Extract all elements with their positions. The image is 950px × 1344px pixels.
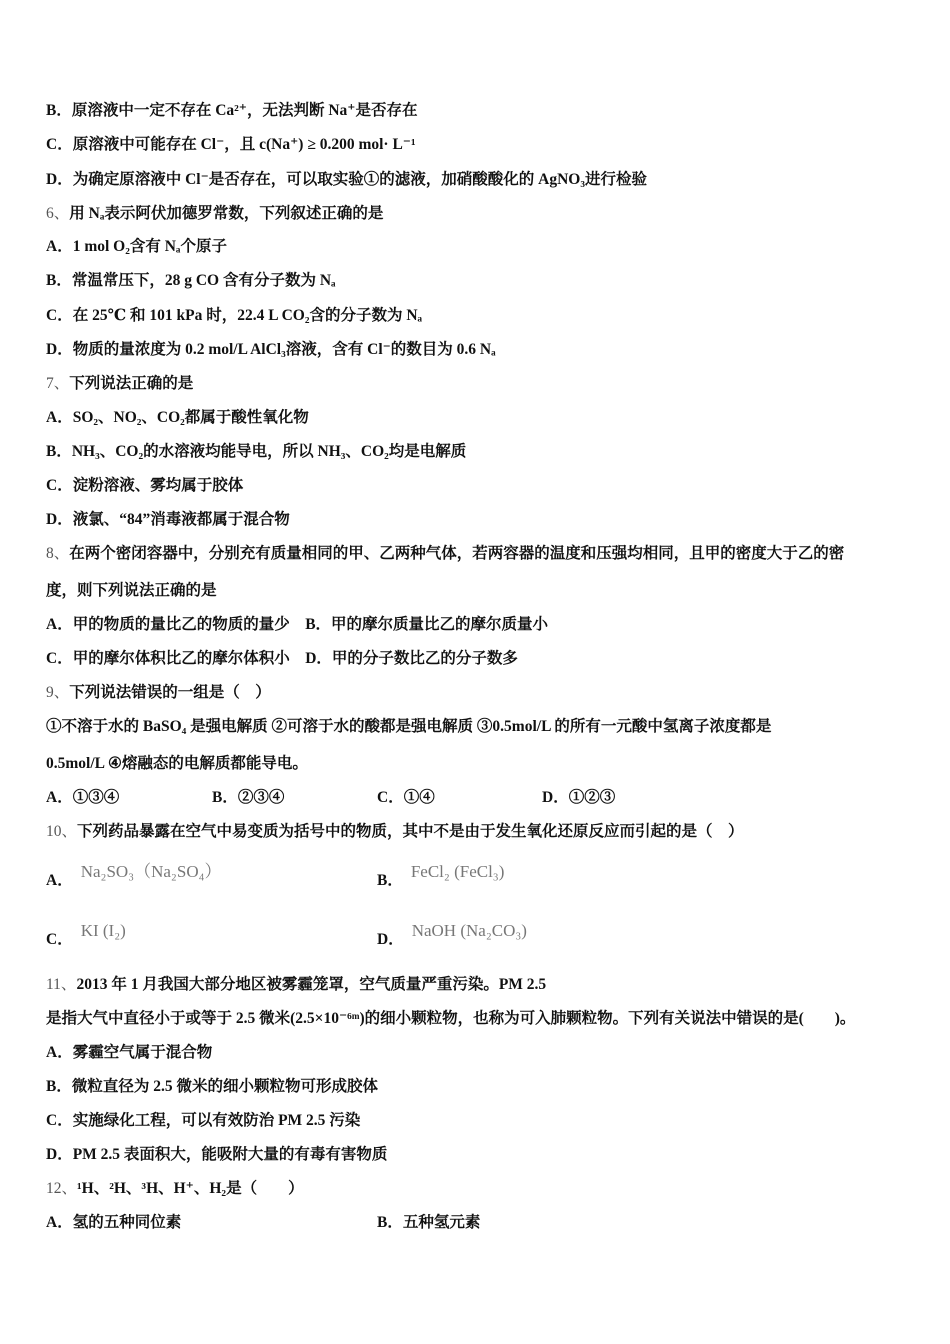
q10-option-c-label: C． [46,931,73,948]
q11-option-b: B．微粒直径为 2.5 微米的细小颗粒物可形成胶体 [46,1078,378,1095]
q11-option-c: C．实施绿化工程，可以有效防治 PM 2.5 污染 [46,1112,361,1129]
q9-option-a: A．①③④ [46,789,120,806]
q10-stem-text: 下列药品暴露在空气中易变质为括号中的物质，其中不是由于发生氧化还原反应而引起的是（ ） [77,823,744,840]
q6-stem [46,204,383,224]
q8-stem [46,544,844,564]
q10-option-d [377,921,527,950]
q7-option-c: C．淀粉溶液、雾均属于胶体 [46,477,244,494]
q12-option-a: A．氢的五种同位素 [46,1214,182,1231]
q6-option-a: A．1 mol O₂含有 Nₐ个原子 [46,238,227,255]
q10-option-d-formula: NaOH (Na₂CO₃) [411,921,527,940]
q6-option-b: B．常温常压下，28 g CO 含有分子数为 Nₐ [46,272,336,289]
q5-option-d: D．为确定原溶液中 Cl⁻是否存在，可以取实验①的滤液，加硝酸酸化的 AgNO₃进行检验 [46,171,647,188]
q7-stem-text: 下列说法正确的是 [69,375,194,392]
q8-options-cd: C．甲的摩尔体积比乙的摩尔体积小 D．甲的分子数比乙的分子数多 [46,650,518,667]
q7-option-a: A．SO₂、NO₂、CO₂都属于酸性氧化物 [46,409,309,426]
q10-option-c-formula: KI (I₂) [80,921,126,940]
q11-stem-cont: 是指大气中直径小于或等于 2.5 微米(2.5×10⁻⁶ᵐ)的细小颗粒物，也称为可入肺颗粒物。下列有关说法中错误的是( )。 [46,1010,856,1027]
q10-option-b [377,862,505,891]
q8-options-ab: A．甲的物质的量比乙的物质的量少 B．甲的摩尔质量比乙的摩尔质量小 [46,616,549,633]
q9-stem-text: 下列说法错误的一组是（ ） [69,684,271,701]
q11-option-a: A．雾霾空气属于混合物 [46,1044,213,1061]
q12-stem [46,1179,304,1199]
q10-option-b-label: B． [377,872,403,889]
q6-option-d: D．物质的量浓度为 0.2 mol/L AlCl₃溶液，含有 Cl⁻的数目为 0.6 Nₐ [46,341,496,358]
q10-option-a-label: A． [46,872,73,889]
q9-number: 9、 [46,684,70,701]
q7-number: 7、 [46,375,70,392]
q11-stem [46,975,546,995]
q10-stem [46,822,744,842]
q9-statements-cont: 0.5mol/L ④熔融态的电解质都能导电。 [46,755,308,772]
q10-option-d-label: D． [377,931,404,948]
q12-stem-text: ¹H、²H、³H、H⁺、H₂是（ ） [77,1180,304,1197]
q7-stem [46,374,193,394]
q9-stem [46,683,271,703]
q8-stem-cont: 度，则下列说法正确的是 [46,582,217,599]
q10-option-a-formula: Na₂SO₃（Na₂SO₄） [80,862,222,881]
q5-option-c: C．原溶液中可能存在 Cl⁻，且 c(Na⁺) ≥ 0.200 mol· L⁻¹ [46,136,416,153]
q7-option-b: B．NH₃、CO₂的水溶液均能导电，所以 NH₃、CO₂均是电解质 [46,443,467,460]
q11-number: 11、 [46,976,77,993]
q6-stem-text: 用 Nₐ表示阿伏加德罗常数，下列叙述正确的是 [69,205,384,222]
q6-number: 6、 [46,205,70,222]
q10-number: 10、 [46,823,78,840]
q8-stem-text: 在两个密闭容器中，分别充有质量相同的甲、乙两种气体，若两容器的温度和压强均相同，且甲的密度大于乙的密 [69,545,845,562]
q9-option-c: C．①④ [377,789,435,806]
q12-option-b: B．五种氢元素 [377,1214,481,1231]
q7-option-d: D．液氯、“84”消毒液都属于混合物 [46,511,290,528]
q12-number: 12、 [46,1180,78,1197]
q11-option-d: D．PM 2.5 表面积大，能吸附大量的有毒有害物质 [46,1146,388,1163]
q9-option-b: B．②③④ [212,789,285,806]
q10-option-b-formula: FeCl₂ (FeCl₃) [410,862,505,881]
q8-number: 8、 [46,545,70,562]
q9-option-d: D．①②③ [542,789,616,806]
q9-statements: ①不溶于水的 BaSO₄ 是强电解质 ②可溶于水的酸都是强电解质 ③0.5mol/L 的所有一元酸中氢离子浓度都是 [46,718,772,735]
q10-option-c [46,921,126,950]
q6-option-c: C．在 25℃ 和 101 kPa 时，22.4 L CO₂含的分子数为 Nₐ [46,307,423,324]
q10-option-a [46,862,222,891]
q11-stem-text: 2013 年 1 月我国大部分地区被雾霾笼罩，空气质量严重污染。PM 2.5 [76,976,547,993]
q5-option-b: B．原溶液中一定不存在 Ca²⁺，无法判断 Na⁺是否存在 [46,102,418,119]
